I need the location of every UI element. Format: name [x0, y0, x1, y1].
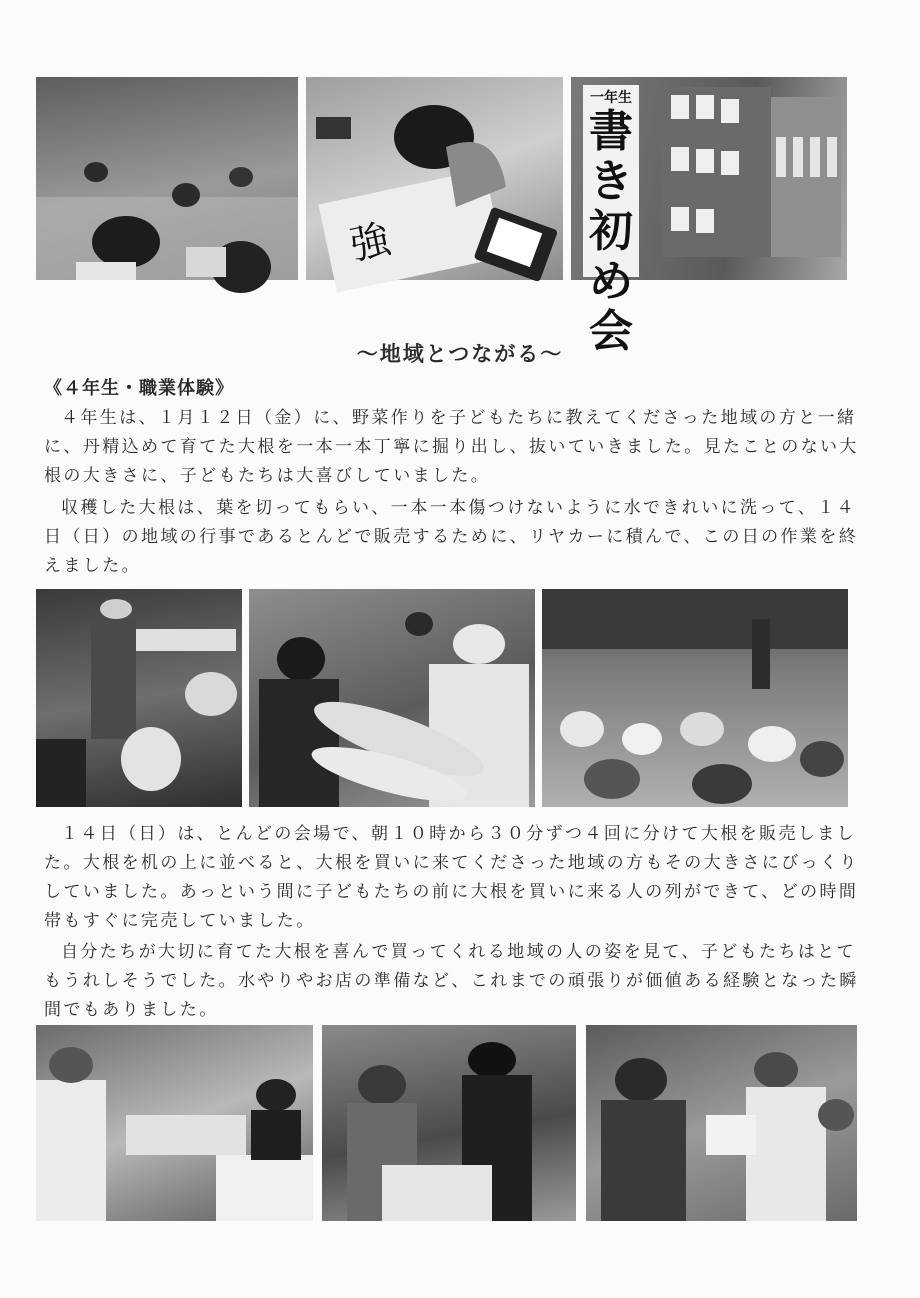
photo-washing-daikon	[36, 589, 242, 807]
photo-handing-daikon	[586, 1025, 857, 1221]
photo-customers-line	[322, 1025, 576, 1221]
photo-group-gathering	[542, 589, 848, 807]
photo-calligraphy-writing	[306, 77, 563, 280]
svg-text:強: 強	[345, 216, 395, 270]
section-heading: ～地域とつながる～	[356, 342, 564, 366]
paragraph-reflection: 自分たちが大切に育てた大根を喜んで買ってくれる地域の人の姿を見て、子どもたちはとてもうれしそうでした。水やりやお店の準備など、これまでの頑張りが価値ある経験となった瞬間でもありました。	[44, 942, 859, 1020]
paragraph-harvest: ４年生は、１月１２日（金）に、野菜作りを子どもたちに教えてくださった地域の方と一緒に、丹精込めて育てた大根を一本一本丁寧に掘り出し、抜いていきました。見たことのない大根の大きさに、子どもたちは大喜びしていました。	[44, 408, 859, 486]
sign-title: 書き初め会	[589, 106, 633, 357]
sign-grade: 一年生	[590, 90, 632, 106]
photo-calligraphy-hall	[36, 77, 298, 280]
photo-calligraphy-display	[571, 77, 847, 357]
photo-sale-stall	[36, 1025, 313, 1221]
paragraph-sale: １４日（日）は、とんどの会場で、朝１０時から３０分ずつ４回に分けて大根を販売しました。大根を机の上に並べると、大根を買いに来てくださった地域の方もその大きさにびっくりしていました。あっという間に子どもたちの前に大根を買いに来る人の列ができて、どの時間帯もすぐに完売していました。	[44, 824, 859, 931]
photo-daikon-pile	[249, 589, 535, 807]
kakizome-sign	[583, 85, 639, 357]
section-subheading: 《４年生・職業体験》	[44, 378, 234, 399]
paragraph-washing: 収穫した大根は、葉を切ってもらい、一本一本傷つけないように水できれいに洗って、１４日（日）の地域の行事であるとんどで販売するために、リヤカーに積んで、この日の作業を終えました。	[44, 498, 859, 576]
